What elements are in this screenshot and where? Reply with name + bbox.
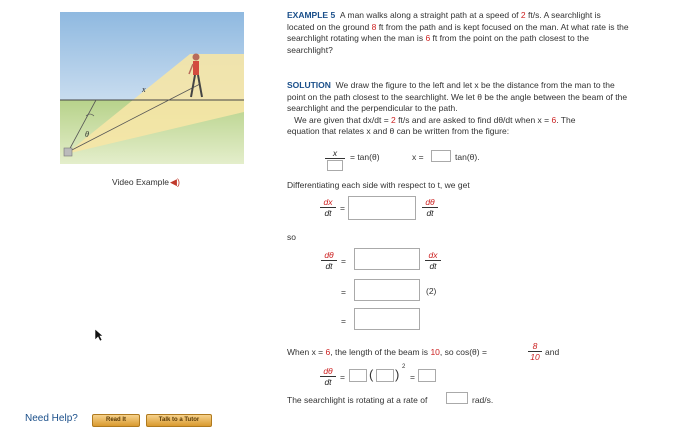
video-example-label: Video Example	[112, 177, 170, 187]
talk-to-tutor-button[interactable]: Talk to a Tutor	[146, 414, 212, 427]
dthetadt-fraction-2: $\frac{d\theta}{dt}$	[321, 250, 337, 271]
figure-label-theta: θ	[85, 130, 89, 139]
dthetadt-fraction-3: $\frac{d\theta}{dt}$	[320, 366, 336, 387]
eq1-denominator-input[interactable]	[327, 160, 343, 171]
example-title: EXAMPLE 5	[287, 10, 336, 20]
solution-label: SOLUTION	[287, 80, 331, 90]
derivative-input-2[interactable]	[354, 248, 420, 270]
result-units: rad/s.	[472, 395, 494, 405]
rate-answer-input[interactable]	[446, 392, 468, 404]
video-example-link[interactable]	[112, 177, 180, 188]
solution-text: SOLUTION We draw the figure to the left and let x be the distance from the man to the point on the path closest to the searchlight. We let θ be the angle between the beam of the searchlight and the perpendicular to the path. We are given that dx/dt = 2 ft/s and are asked to find dθ/dt when x = 6. The equation that relates x and θ can be written from the figure:	[287, 80, 628, 136]
equation-number-2: (2)	[426, 286, 437, 296]
derivative-input-3[interactable]	[354, 279, 420, 301]
mouse-cursor-icon	[94, 328, 104, 344]
searchlight-figure	[60, 12, 244, 164]
need-help-label: Need Help?	[25, 413, 78, 424]
final-input-base[interactable]	[376, 369, 394, 382]
eq2-coefficient-input[interactable]	[431, 150, 451, 162]
eq1-fraction: x	[325, 148, 345, 170]
dxdt-fraction: $\frac{dx}{dt}$	[320, 197, 336, 218]
dthetadt-fraction-1: $\frac{d\theta}{dt}$	[422, 197, 438, 218]
derivative-input-4[interactable]	[354, 308, 420, 330]
eq1-rhs: = tan(θ)	[350, 152, 380, 162]
derivative-input-1[interactable]	[348, 196, 416, 220]
final-input-result[interactable]	[418, 369, 436, 382]
dxdt-fraction-2: $\frac{dx}{dt}$	[425, 250, 441, 271]
read-it-button[interactable]: Read It	[92, 414, 140, 427]
result-text: The searchlight is rotating at a rate of	[287, 395, 428, 405]
eq2-rhs: tan(θ).	[455, 152, 480, 162]
when-text: When x = 6, the length of the beam is 10, so cos(θ) =	[287, 347, 487, 357]
so-text: so	[287, 232, 296, 242]
cos-fraction: $\frac{8}{10}$	[528, 341, 542, 362]
speaker-icon: ◀)	[170, 177, 180, 187]
eq2-lhs: x =	[412, 152, 424, 162]
problem-text: EXAMPLE 5 A man walks along a straight path at a speed of 2 ft/s. A searchlight is located on the ground 8 ft from the path and is kept focused on the man. At what rate is the searchlight rotating when the man is 6 ft from the point on the path closest to the searchlight?	[287, 10, 629, 55]
differentiating-text: Differentiating each side with respect to t, we get	[287, 180, 470, 190]
final-input-coefficient[interactable]	[349, 369, 367, 382]
figure-label-x: x	[142, 85, 146, 94]
